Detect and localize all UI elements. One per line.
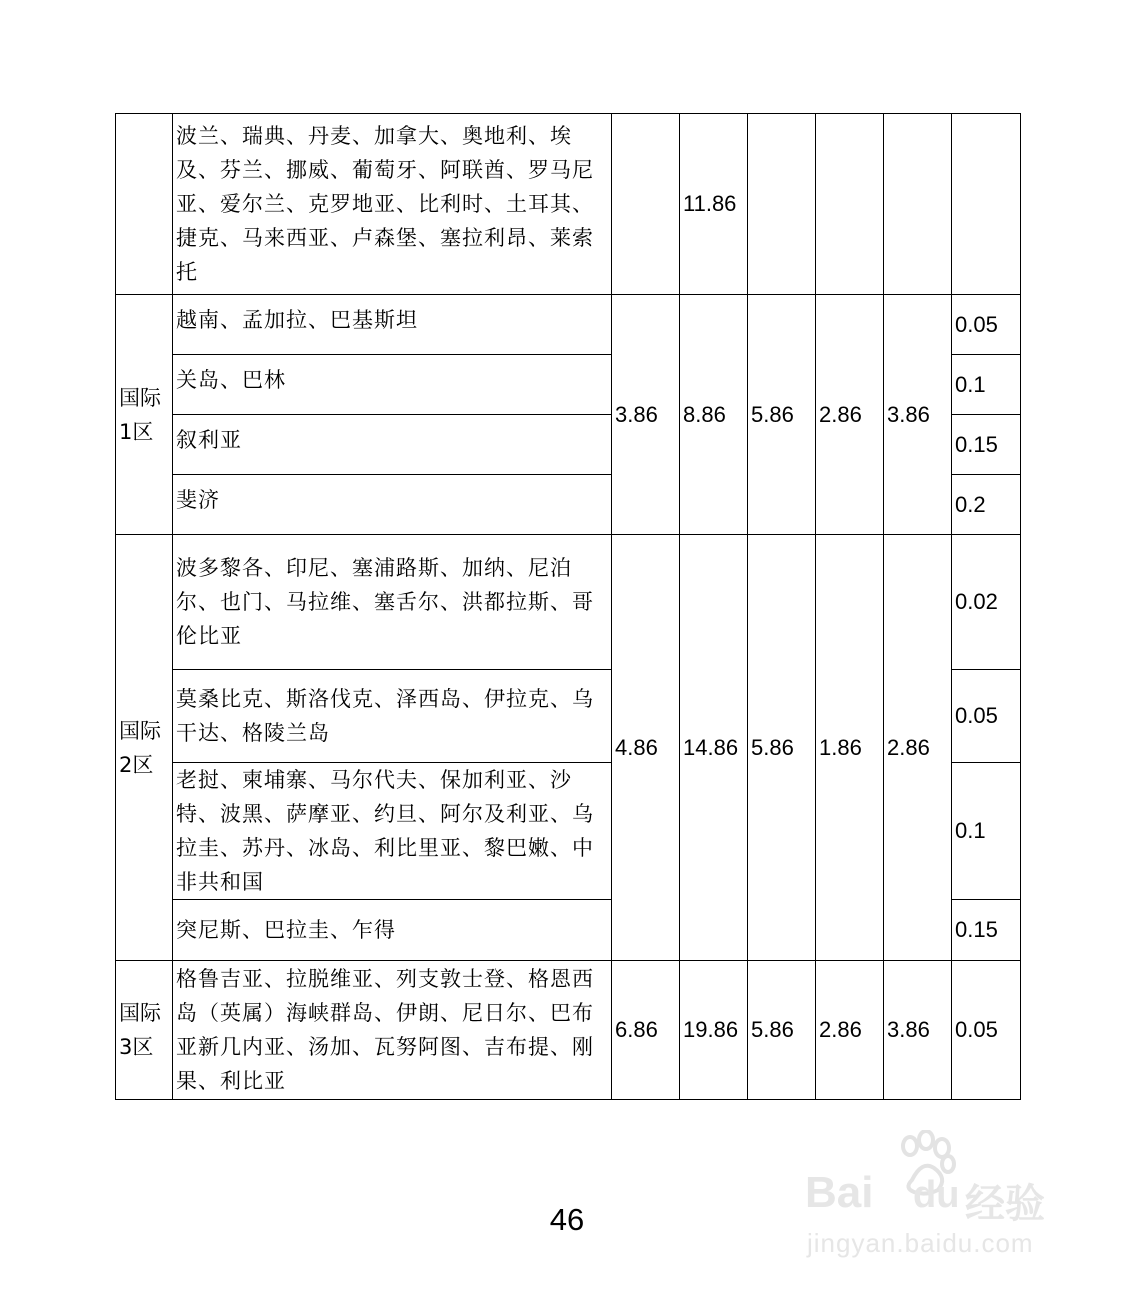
table-row: [116, 535, 1021, 670]
table-row: [116, 961, 1021, 1100]
rate-cell: [748, 114, 816, 295]
rate-cell: 3.86: [884, 295, 952, 535]
rate-cell: 2.86: [816, 295, 884, 535]
countries-cell: 格鲁吉亚、拉脱维亚、列支敦士登、格恩西岛（英属）海峡群岛、伊朗、尼日尔、巴布亚新几内亚、汤加、瓦努阿图、吉布提、刚果、利比亚: [173, 961, 612, 1100]
watermark-brand-du: du: [913, 1174, 960, 1216]
page-number: 46: [549, 1202, 585, 1237]
zone-cell: 国际2区: [116, 535, 173, 961]
rate-cell: 4.86: [612, 535, 680, 961]
countries-cell: 越南、孟加拉、巴基斯坦: [173, 295, 612, 355]
rate-cell: 19.86: [680, 961, 748, 1100]
table-row: [116, 295, 1021, 355]
watermark-brand: Bai: [805, 1168, 874, 1217]
countries-cell: 老挝、柬埔寨、马尔代夫、保加利亚、沙特、波黑、萨摩亚、约旦、阿尔及利亚、乌拉圭、苏丹、冰岛、利比里亚、黎巴嫩、中非共和国: [173, 763, 612, 900]
rate-cell: 0.02: [952, 535, 1021, 670]
rate-cell: 5.86: [748, 961, 816, 1100]
rate-cell: 1.86: [816, 535, 884, 961]
rate-cell: 5.86: [748, 295, 816, 535]
rate-cell: 11.86: [680, 114, 748, 295]
rate-cell: 0.05: [952, 961, 1021, 1100]
watermark-product: 经验: [965, 1181, 1045, 1227]
rate-cell: 0.2: [952, 475, 1021, 535]
rate-cell: 6.86: [612, 961, 680, 1100]
rate-cell: [952, 114, 1021, 295]
rate-cell: 14.86: [680, 535, 748, 961]
rate-cell: 0.1: [952, 763, 1021, 900]
rate-cell: 0.1: [952, 355, 1021, 415]
rate-cell: 0.05: [952, 670, 1021, 763]
rate-cell: 5.86: [748, 535, 816, 961]
countries-cell: 叙利亚: [173, 415, 612, 475]
rate-cell: 3.86: [884, 961, 952, 1100]
zone-cell: 国际1区: [116, 295, 173, 535]
rate-cell: 2.86: [884, 535, 952, 961]
rate-cell: [816, 114, 884, 295]
table-row: [116, 114, 1021, 295]
rate-cell: 0.15: [952, 415, 1021, 475]
watermark-url: jingyan.baidu.com: [807, 1228, 1034, 1258]
zone-cell: 国际3区: [116, 961, 173, 1100]
rate-cell: 2.86: [816, 961, 884, 1100]
countries-cell: 突尼斯、巴拉圭、乍得: [173, 900, 612, 961]
rate-cell: 0.15: [952, 900, 1021, 961]
countries-cell: 关岛、巴林: [173, 355, 612, 415]
rate-table: [115, 113, 1021, 1100]
countries-cell: 波兰、瑞典、丹麦、加拿大、奥地利、埃及、芬兰、挪威、葡萄牙、阿联酋、罗马尼亚、爱尔兰、克罗地亚、比利时、土耳其、捷克、马来西亚、卢森堡、塞拉利昂、莱索托: [173, 114, 612, 295]
rate-cell: [884, 114, 952, 295]
countries-cell: 莫桑比克、斯洛伐克、泽西岛、伊拉克、乌干达、格陵兰岛: [173, 670, 612, 763]
countries-cell: 波多黎各、印尼、塞浦路斯、加纳、尼泊尔、也门、马拉维、塞舌尔、洪都拉斯、哥伦比亚: [173, 535, 612, 670]
rate-cell: 0.05: [952, 295, 1021, 355]
rate-cell: 8.86: [680, 295, 748, 535]
baidu-jingyan-watermark: [805, 1130, 1075, 1260]
rate-cell: 3.86: [612, 295, 680, 535]
rate-cell: [612, 114, 680, 295]
countries-cell: 斐济: [173, 475, 612, 535]
zone-cell: [116, 114, 173, 295]
